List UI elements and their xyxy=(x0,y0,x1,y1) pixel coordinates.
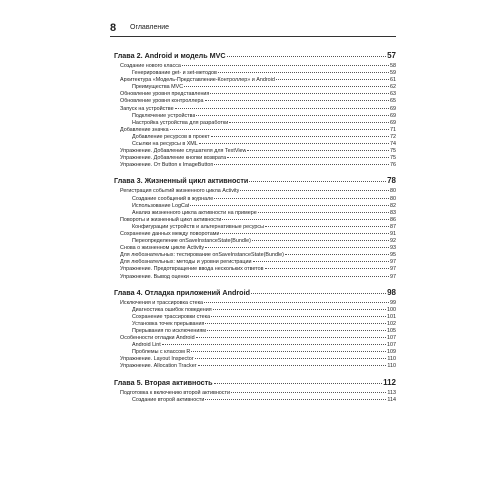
chapter-page: 57 xyxy=(387,51,396,60)
dot-leader xyxy=(213,309,386,310)
dot-leader xyxy=(220,233,389,234)
entry-title: Создание второй активности xyxy=(132,396,205,403)
entry-title: Использование LogCat xyxy=(132,202,190,209)
toc-entry xyxy=(114,113,396,120)
dot-leader xyxy=(205,399,386,400)
entry-title: Создание нового класса xyxy=(120,63,181,69)
dot-leader xyxy=(196,337,386,338)
toc-entry xyxy=(114,259,396,266)
entry-page: 86 xyxy=(390,216,396,223)
entry-page: 63 xyxy=(390,91,396,98)
entry-title: Для любознательных: тестирование onSaveInstanceState(Bundle) xyxy=(120,252,284,259)
entry-page: 83 xyxy=(390,209,396,216)
dot-leader xyxy=(285,254,389,255)
entry-page: 114 xyxy=(387,396,396,403)
running-title: Оглавление xyxy=(130,24,170,31)
toc-entry xyxy=(114,98,396,105)
entry-title: Упражнение. Layout Inspector xyxy=(120,356,194,363)
toc-entry xyxy=(114,127,396,134)
entry-page: 75 xyxy=(390,148,396,155)
entry-page: 82 xyxy=(390,202,396,209)
toc-entry xyxy=(114,120,396,127)
toc-entry xyxy=(114,321,396,328)
toc-entry xyxy=(114,328,396,335)
chapter-title: Глава 2. Android и модель MVC xyxy=(114,51,226,60)
dot-leader xyxy=(190,205,389,206)
entry-page: 97 xyxy=(390,273,396,280)
dot-leader xyxy=(205,247,389,248)
entry-title: Создание сообщений в журнале xyxy=(132,195,214,202)
entry-page: 75 xyxy=(390,155,396,162)
toc-entry xyxy=(114,63,396,70)
chapter-page: 78 xyxy=(387,176,396,186)
toc-entry xyxy=(114,134,396,141)
entry-page: 95 xyxy=(390,252,396,259)
dot-leader xyxy=(252,240,389,241)
toc-entry xyxy=(114,188,396,195)
toc-entry xyxy=(114,196,396,203)
dot-leader xyxy=(210,93,389,94)
toc-entry xyxy=(114,245,396,252)
entry-page: 87 xyxy=(390,223,396,230)
entry-title: Упражнение. Allocation Tracker xyxy=(120,363,197,370)
entry-title: Переопределение onSaveInstanceState(Bundle) xyxy=(132,238,251,245)
entry-title: Прерывания по исключениям xyxy=(132,328,206,334)
entry-page: 69 xyxy=(390,105,396,112)
entry-page: 65 xyxy=(390,98,396,105)
toc-chapter-heading xyxy=(114,50,396,61)
entry-title: Добавление ресурсов в проект xyxy=(132,133,210,140)
entry-title: Проблемы с классом R xyxy=(132,349,191,356)
entry-title: Упражнение. Предотвращение ввода нескольких ответов xyxy=(120,266,264,273)
entry-title: Сохранение данных между поворотами xyxy=(120,230,220,237)
entry-page: 69 xyxy=(390,112,396,119)
entry-page: 62 xyxy=(390,84,396,91)
table-of-contents xyxy=(114,50,396,410)
entry-page: 91 xyxy=(390,230,396,237)
entry-page: 69 xyxy=(390,119,396,126)
toc-entry xyxy=(114,162,396,169)
toc-entry xyxy=(114,349,396,356)
dot-leader xyxy=(198,365,387,366)
toc-chapter-heading xyxy=(114,175,396,186)
dot-leader xyxy=(205,323,386,324)
entry-page: 80 xyxy=(390,188,396,195)
entry-title: Добавление значка xyxy=(120,126,169,133)
page-number: 8 xyxy=(110,22,117,34)
entry-title: Ссылки на ресурсы в XML xyxy=(132,141,198,148)
entry-title: Анализ жизненного цикла активности на примере xyxy=(132,209,257,216)
toc-entry xyxy=(114,266,396,273)
chapter-page: 112 xyxy=(383,377,396,387)
toc-entry xyxy=(114,356,396,363)
entry-title: Подключение устройства xyxy=(132,112,196,119)
dot-leader xyxy=(207,330,386,331)
dot-leader xyxy=(182,65,389,66)
dot-leader xyxy=(265,226,389,227)
dot-leader xyxy=(196,115,389,116)
entry-title: Упражнение. Добавление кнопки возврата xyxy=(120,155,227,162)
dot-leader xyxy=(211,316,386,317)
toc-entry xyxy=(114,224,396,231)
toc-entry xyxy=(114,155,396,162)
toc-entry xyxy=(114,397,396,404)
entry-title: Повороты и жизненный цикл активности xyxy=(120,216,222,223)
entry-title: Особенности отладки Android xyxy=(120,335,195,342)
toc-entry xyxy=(114,300,396,307)
dot-leader xyxy=(195,358,387,359)
toc-chapter-block xyxy=(114,50,396,169)
dot-leader xyxy=(214,164,389,165)
toc-entry xyxy=(114,148,396,155)
toc-chapter-heading xyxy=(114,377,396,388)
entry-title: Обновление уровня контроллера xyxy=(120,98,204,105)
entry-page: 58 xyxy=(390,63,396,69)
entry-page: 100 xyxy=(387,306,396,313)
entry-page: 102 xyxy=(387,320,396,327)
toc-entry xyxy=(114,217,396,224)
entry-title: Регистрация событий жизненного цикла Activity xyxy=(120,188,240,195)
dot-leader xyxy=(199,143,389,144)
entry-title: Упражнение. От Button к ImageButton xyxy=(120,162,214,169)
toc-entry xyxy=(114,335,396,342)
dot-leader xyxy=(190,276,389,277)
dot-leader xyxy=(205,100,389,101)
toc-entry xyxy=(114,274,396,281)
entry-title: Упражнение. Вывод оценки xyxy=(120,273,189,280)
toc-entry xyxy=(114,314,396,321)
entry-page: 109 xyxy=(387,349,396,356)
toc-entry xyxy=(114,84,396,91)
entry-page: 97 xyxy=(390,266,396,273)
dot-leader xyxy=(251,293,386,294)
toc-entry xyxy=(114,91,396,98)
dot-leader xyxy=(214,198,389,199)
dot-leader xyxy=(258,212,389,213)
entry-title: Диагностика ошибок поведения xyxy=(132,306,212,313)
dot-leader xyxy=(229,122,389,123)
toc-entry xyxy=(114,307,396,314)
dot-leader xyxy=(184,86,389,87)
entry-page: 59 xyxy=(390,70,396,77)
dot-leader xyxy=(249,181,386,182)
entry-page: 105 xyxy=(387,328,396,334)
dot-leader xyxy=(276,79,389,80)
chapter-title: Глава 3. Жизненный цикл активности xyxy=(114,176,249,186)
dot-leader xyxy=(214,383,382,384)
toc-entry xyxy=(114,70,396,77)
dot-leader xyxy=(162,344,386,345)
toc-entry xyxy=(114,363,396,370)
toc-entry xyxy=(114,252,396,259)
dot-leader xyxy=(231,392,386,393)
entry-title: Генерирование get- и set-методов xyxy=(132,70,217,77)
chapter-page: 98 xyxy=(387,287,396,297)
dot-leader xyxy=(211,136,389,137)
page-header xyxy=(110,22,396,37)
entry-page: 80 xyxy=(390,195,396,202)
entry-title: Обновление уровня представления xyxy=(120,91,210,98)
entry-title: Для любознательных: методы и уровни регистрации xyxy=(120,259,252,266)
entry-title: Настройка устройства для разработки xyxy=(132,119,229,126)
dot-leader xyxy=(204,302,389,303)
dot-leader xyxy=(240,190,389,191)
entry-page: 92 xyxy=(390,238,396,245)
dot-leader xyxy=(227,56,387,57)
entry-page: 107 xyxy=(387,335,396,342)
chapter-title: Глава 4. Отладка приложений Android xyxy=(114,287,250,297)
toc-entry xyxy=(114,106,396,113)
toc-entry xyxy=(114,210,396,217)
toc-entry xyxy=(114,390,396,397)
entry-page: 61 xyxy=(390,77,396,84)
dot-leader xyxy=(175,108,389,109)
dot-leader xyxy=(227,157,389,158)
entry-page: 74 xyxy=(390,141,396,148)
entry-title: Подготовка к включению второй активности xyxy=(120,389,230,396)
dot-leader xyxy=(218,72,389,73)
entry-page: 110 xyxy=(387,363,396,370)
entry-title: Исключения и трассировка стека xyxy=(120,299,204,306)
entry-page: 97 xyxy=(390,259,396,266)
dot-leader xyxy=(265,268,389,269)
entry-page: 72 xyxy=(390,133,396,140)
entry-title: Android Lint xyxy=(132,342,161,349)
toc-chapter-heading xyxy=(114,287,396,298)
dot-leader xyxy=(247,150,389,151)
toc-entry xyxy=(114,141,396,148)
entry-title: Сохранение трассировки стека xyxy=(132,313,211,320)
entry-title: Конфигурации устройств и альтернативные ресурсы xyxy=(132,223,264,230)
entry-title: Архитектура «Модель-Представление-Контроллер» и Android xyxy=(120,77,275,84)
entry-title: Запуск на устройстве xyxy=(120,105,174,112)
toc-chapter-block xyxy=(114,377,396,404)
entry-page: 76 xyxy=(390,162,396,169)
toc-entry xyxy=(114,203,396,210)
entry-page: 110 xyxy=(387,356,396,363)
dot-leader xyxy=(191,351,386,352)
dot-leader xyxy=(253,261,389,262)
chapter-title: Глава 5. Вторая активность xyxy=(114,377,213,387)
entry-page: 71 xyxy=(390,126,396,133)
dot-leader xyxy=(222,219,389,220)
entry-page: 113 xyxy=(387,389,396,396)
entry-title: Упражнение. Добавление слушателя для TextView xyxy=(120,148,247,155)
toc-chapter-block xyxy=(114,175,396,280)
toc-entry xyxy=(114,77,396,84)
entry-title: Установка точек прерывания xyxy=(132,320,205,327)
toc-entry xyxy=(114,231,396,238)
dot-leader xyxy=(170,129,389,130)
entry-page: 107 xyxy=(387,342,396,349)
entry-title: Преимущества MVC xyxy=(132,84,184,91)
toc-entry xyxy=(114,238,396,245)
entry-title: Снова о жизненном цикле Activity xyxy=(120,245,205,252)
toc-chapter-block xyxy=(114,287,396,371)
entry-page: 93 xyxy=(390,245,396,252)
entry-page: 101 xyxy=(387,313,396,320)
toc-entry xyxy=(114,342,396,349)
entry-page: 99 xyxy=(390,299,396,306)
